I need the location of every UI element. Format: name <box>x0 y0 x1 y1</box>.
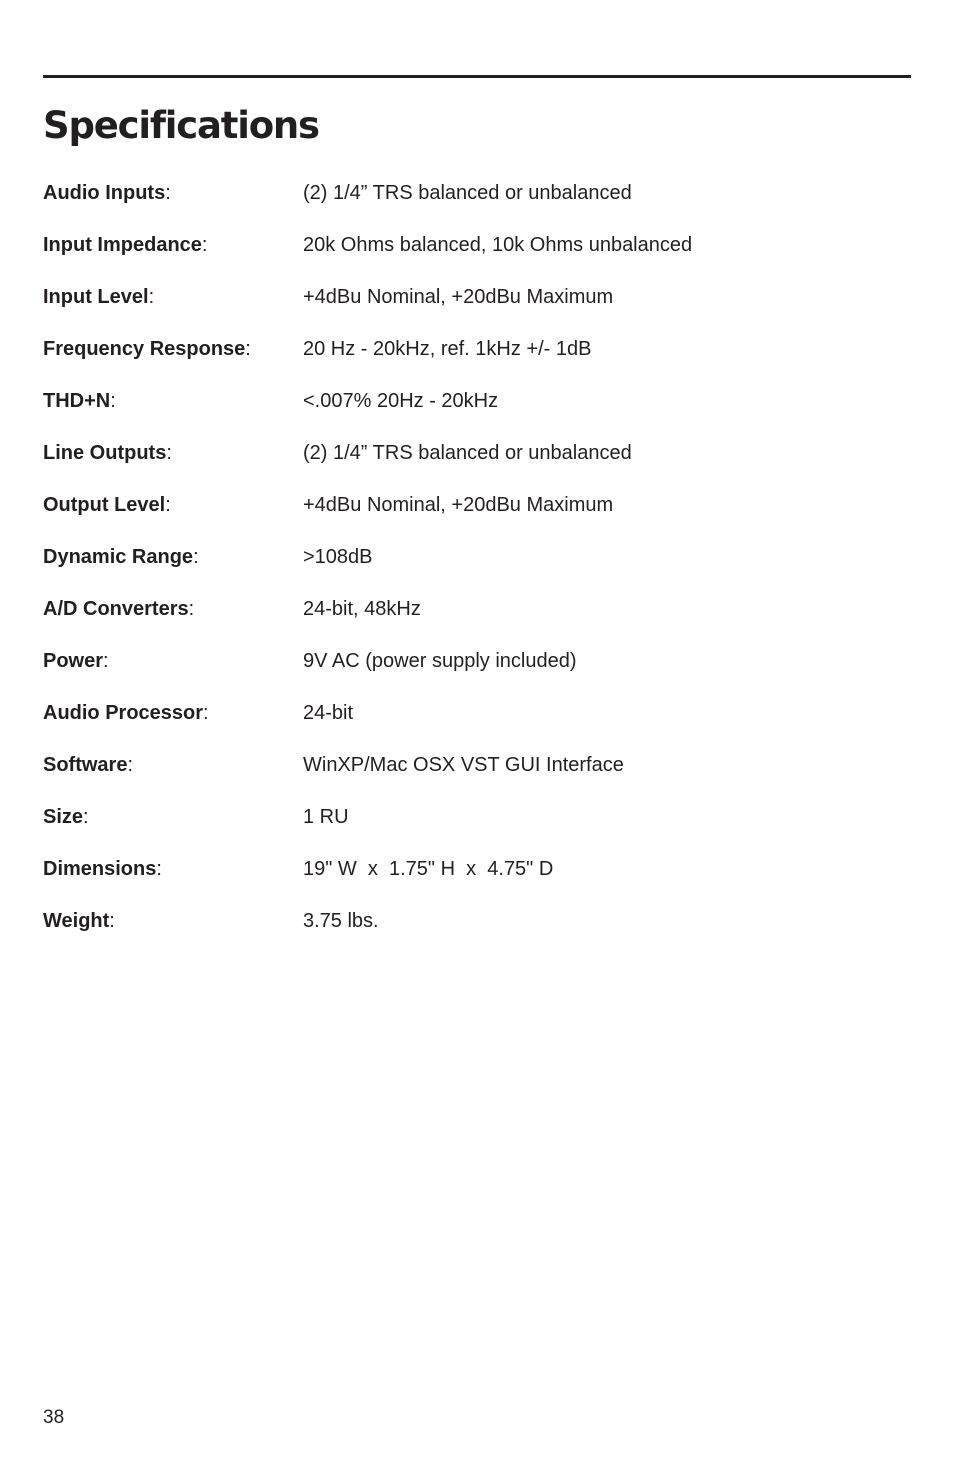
spec-row-output-level <box>43 491 911 543</box>
spec-label: Line Outputs: <box>43 442 172 464</box>
spec-value: <.007% 20Hz - 20kHz <box>303 390 499 412</box>
page-number: 38 <box>43 1407 65 1428</box>
spec-label: Dynamic Range: <box>43 546 199 568</box>
spec-row-input-level <box>43 283 911 335</box>
spec-label: Audio Processor: <box>43 702 209 724</box>
spec-value: 24-bit, 48kHz <box>303 598 421 620</box>
spec-label: Frequency Response: <box>43 338 251 360</box>
spec-label: Audio Inputs: <box>43 182 171 204</box>
spec-label: Size: <box>43 806 89 828</box>
spec-value: >108dB <box>303 546 373 568</box>
spec-row-thd-n <box>43 387 911 439</box>
spec-row-power <box>43 647 911 699</box>
spec-row-ad-converters <box>43 595 911 647</box>
spec-label: Input Level: <box>43 286 155 308</box>
spec-row-audio-processor <box>43 699 911 751</box>
spec-value: 20 Hz - 20kHz, ref. 1kHz +/- 1dB <box>303 338 592 360</box>
spec-list <box>43 179 911 959</box>
spec-value: 9V AC (power supply included) <box>303 650 577 672</box>
spec-label: Weight: <box>43 910 115 932</box>
spec-row-input-impedance <box>43 231 911 283</box>
spec-label: Input Impedance: <box>43 234 208 256</box>
spec-value: (2) 1/4” TRS balanced or unbalanced <box>303 442 632 464</box>
spec-value: 20k Ohms balanced, 10k Ohms unbalanced <box>303 234 693 256</box>
spec-row-dimensions <box>43 855 911 907</box>
spec-value: 1 RU <box>303 806 349 828</box>
spec-value: (2) 1/4” TRS balanced or unbalanced <box>303 182 632 204</box>
spec-row-frequency-response <box>43 335 911 387</box>
spec-row-software <box>43 751 911 803</box>
spec-label: Software: <box>43 754 134 776</box>
spec-value: 19" W x 1.75" H x 4.75" D <box>303 858 554 880</box>
spec-label: A/D Converters: <box>43 598 195 620</box>
spec-label: Dimensions: <box>43 858 162 880</box>
spec-label: Output Level: <box>43 494 171 516</box>
top-rule <box>43 75 911 78</box>
spec-row-line-outputs <box>43 439 911 491</box>
spec-value: WinXP/Mac OSX VST GUI Interface <box>303 754 624 776</box>
spec-value: +4dBu Nominal, +20dBu Maximum <box>303 286 614 308</box>
spec-label: Power: <box>43 650 109 672</box>
spec-row-audio-inputs <box>43 179 911 231</box>
spec-row-dynamic-range <box>43 543 911 595</box>
spec-row-size <box>43 803 911 855</box>
spec-value: 24-bit <box>303 702 354 724</box>
spec-row-weight <box>43 907 911 959</box>
spec-value: +4dBu Nominal, +20dBu Maximum <box>303 494 614 516</box>
page-title: Specifications <box>43 104 319 147</box>
spec-label: THD+N: <box>43 390 116 412</box>
spec-value: 3.75 lbs. <box>303 910 379 932</box>
